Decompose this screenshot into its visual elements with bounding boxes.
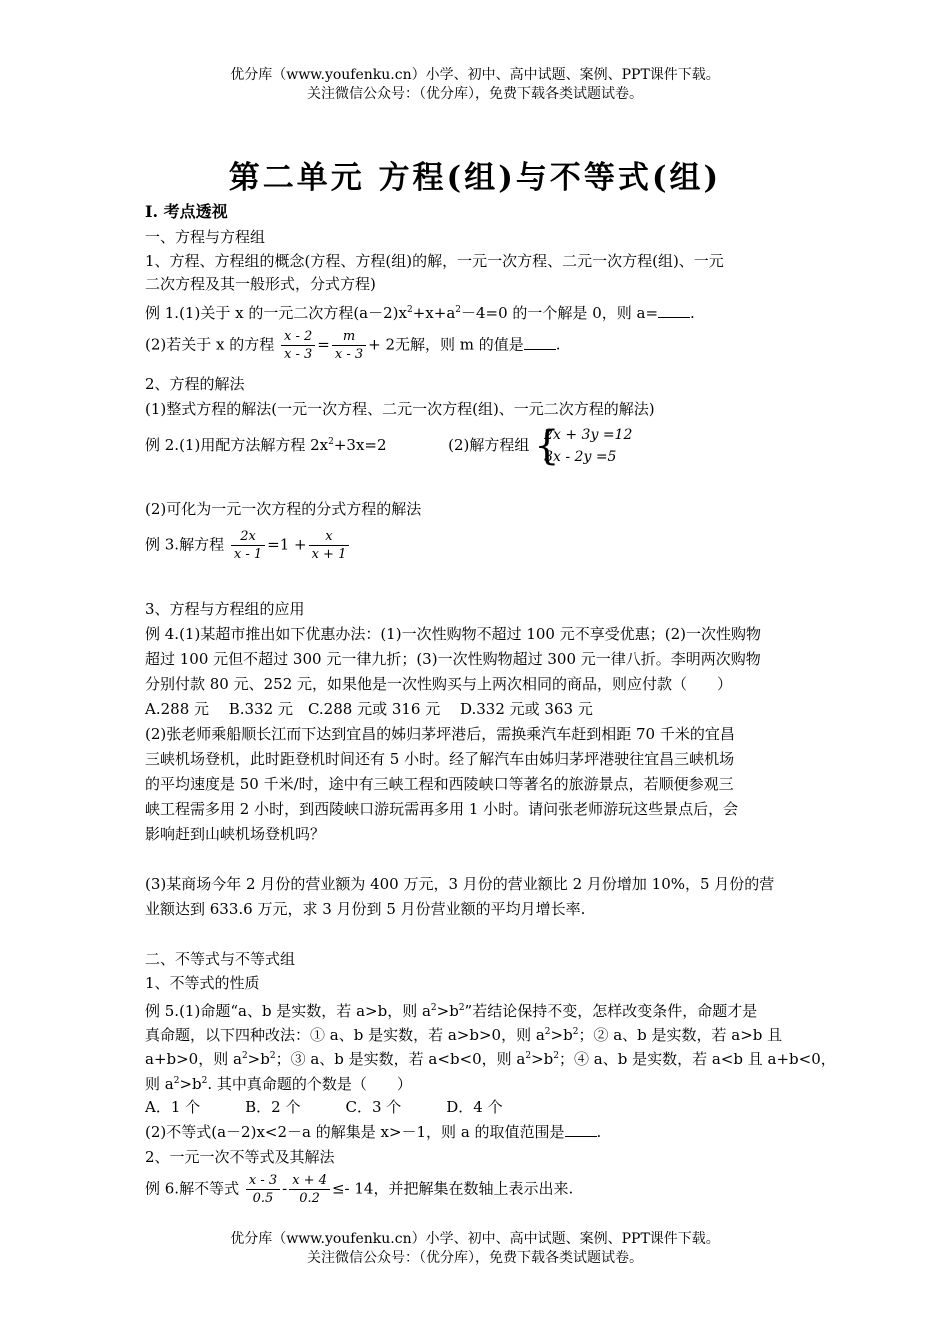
ex4-line: 三峡机场登机，此时距登机时间还有 5 小时。经了解汽车由姊归茅坪港驶往宜昌三峡机场 [145, 750, 735, 768]
ex4-line: 超过 100 元但不超过 300 元一律九折；(3)一次性购物超过 300 元一律八折。李明两次购物 [145, 650, 761, 668]
concept-line-1: 1、方程、方程组的概念(方程、方程(组)的解，一元一次方程、二元一次方程(组)、一元 [145, 252, 724, 270]
fraction: $\frac{x + 4}{0.2}$ [289, 1172, 330, 1207]
equation-system: { 2x + 3y =12 3x - 2y =5 [534, 423, 633, 469]
example-5-line-4: 则 $a^2>b^2$. 其中真命题的个数是（ ） [145, 1075, 412, 1093]
linear-inequality-heading: 2、一元一次不等式及其解法 [145, 1148, 335, 1166]
ex4-line: 分别付款 80 元、252 元，如果他是一次性购买与上两次相同的商品，则应付款（ ） [145, 675, 733, 693]
method-integral: (1)整式方程的解法(一元一次方程、二元一次方程(组)、一元二次方程的解法) [145, 400, 655, 418]
method-fractional: (2)可化为一元一次方程的分式方程的解法 [145, 500, 422, 518]
ex4-line: (2)张老师乘船顺长江而下达到宜昌的姊归茅坪港后，需换乘汽车赶到相距 70 千米的宜昌 [145, 725, 735, 743]
example-5-options: A．1 个 B．2 个 C．3 个 D．4 个 [145, 1098, 503, 1116]
ex4-line: 的平均速度是 50 千米/时，途中有三峡工程和西陵峡口等著名的旅游景点，若顺便参观三 [145, 775, 734, 793]
footer-line-1: 优分库（www.youfenku.cn）小学、初中、高中试题、案例、PPT课件下载。 [230, 1231, 720, 1247]
ex4-line: 例 4.(1)某超市推出如下优惠办法：(1)一次性购物不超过 100 元不享受优惠；(2)一次性购物 [145, 625, 761, 643]
fraction: $\frac{x}{x + 1}$ [309, 528, 350, 563]
footer-line-2: 关注微信公众号：（优分库），免费下载各类试题试卷。 [307, 1250, 643, 1266]
example-3: 例 3.解方程 $\frac{2x}{x - 1}$ =1 + $\frac{x}{x + 1}$ [145, 528, 815, 563]
example-5-2: (2)不等式(a－2)x<2－a 的解集是 x>－1，则 a 的取值范围是 . [145, 1123, 602, 1141]
ex4-line: 影响赶到山峡机场登机吗？ [145, 825, 326, 843]
part-heading-equations: 一、方程与方程组 [145, 228, 266, 246]
ex4-3-line: (3)某商场今年 2 月份的营业额为 400 万元，3 月份的营业额比 2 月份增加 10%，5 月份的营 [145, 875, 775, 893]
example-5-line-2: 真命题，以下四种改法：① a、b 是实数，若 a>b>0，则 $a^2>b^2$；② a、b 是实数，若 a>b 且 [145, 1026, 783, 1044]
ex4-3-line: 业额达到 633.6 万元，求 3 月份到 5 月份营业额的平均月增长率. [145, 900, 586, 918]
header-line-2: 关注微信公众号：（优分库），免费下载各类试题试卷。 [307, 86, 643, 102]
fraction: $\frac{2x}{x - 1}$ [231, 528, 265, 563]
inequality-properties-heading: 1、不等式的性质 [145, 974, 260, 992]
example-1-2: (2)若关于 x 的方程 $\frac{x - 2}{x - 3}$ = $\frac{m}{x - 3}$ + 2无解，则 m 的值是 . [145, 329, 561, 362]
example-5-line-1: 例 5.(1)命题“a、b 是实数，若 a>b，则 $a^2>b^2$”若结论保持不变，怎样改变条件，命题才是 [145, 1002, 758, 1020]
fraction: $\frac{x - 3}{0.5}$ [246, 1172, 280, 1207]
concept-line-2: 二次方程及其一般形式，分式方程) [145, 275, 376, 293]
section-heading: Ⅰ. 考点透视 [145, 202, 228, 221]
example-6: 例 6.解不等式 $\frac{x - 3}{0.5}$ - $\frac{x + 4}{0.2}$ ≤- 14，并把解集在数轴上表示出来. [145, 1173, 574, 1206]
example-1-1: 例 1.(1)关于 x 的一元二次方程$(a-2)x^2+x+a^2-4=0$ 的一个解是 0，则 a= . [145, 304, 695, 322]
ex4-options: A.288 元 B.332 元 C.288 元或 316 元 D.332 元或 363 元 [145, 700, 593, 718]
header-line-1: 优分库（www.youfenku.cn）小学、初中、高中试题、案例、PPT课件下载。 [230, 67, 720, 83]
ex4-line: 峡工程需多用 2 小时，到西陵峡口游玩需再多用 1 小时。请问张老师游玩这些景点后，会 [145, 800, 739, 818]
method-heading: 2、方程的解法 [145, 375, 245, 393]
example-5-line-3: a+b>0，则 $a^2>b^2$；③ a、b 是实数，若 a<b<0，则 $a^2>b^2$；④ a、b 是实数，若 a<b 且 a+b<0， [145, 1050, 836, 1068]
fraction: $\frac{m}{x - 3}$ [332, 328, 366, 363]
example-2: 例 2.(1)用配方法解方程 $2x^2+3x=2$ (2)解方程组 { 2x + 3y =12 3x - 2y =5 [145, 423, 633, 469]
application-heading: 3、方程与方程组的应用 [145, 600, 305, 618]
page-title: 第二单元 方程(组)与不等式(组) [228, 160, 722, 196]
fraction: $\frac{x - 2}{x - 3}$ [281, 328, 315, 363]
part-heading-inequalities: 二、不等式与不等式组 [145, 950, 296, 968]
